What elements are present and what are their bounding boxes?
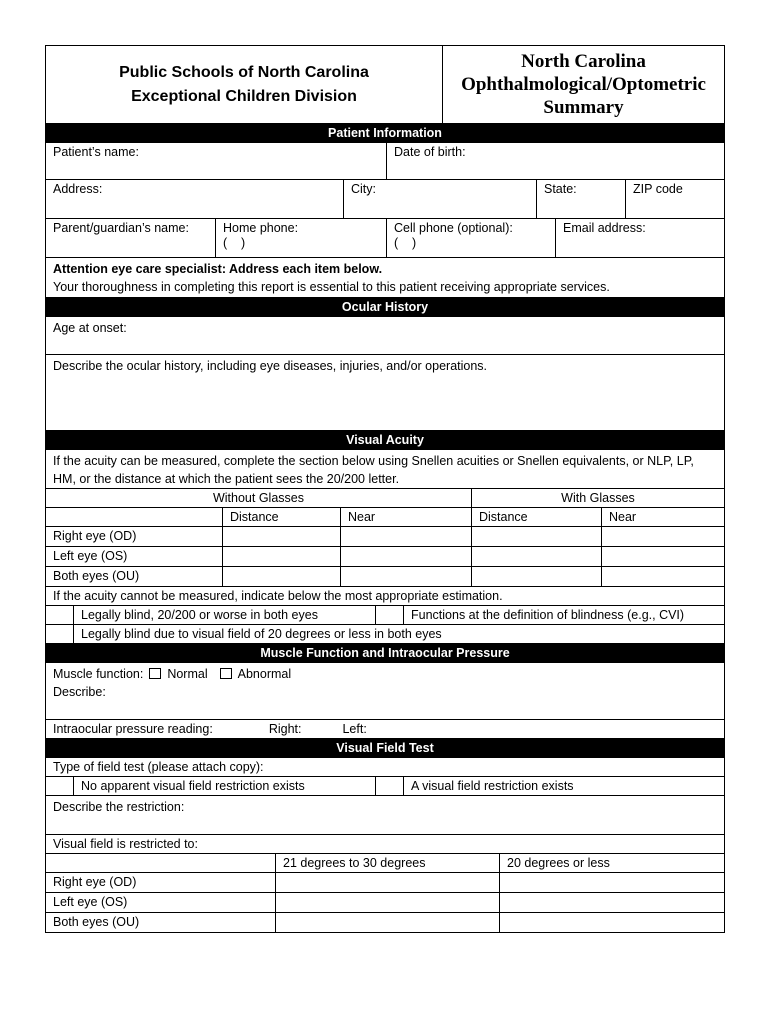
legally-blind-options-row [46,605,724,624]
acuity-right-without-distance-cell[interactable] [222,527,340,546]
intraocular-pressure-row[interactable] [46,719,724,738]
age-at-onset-field[interactable]: Age at onset: [46,316,724,354]
acuity-both-eyes-label: Both eyes (OU) [53,569,140,583]
field-degrees-header-row [46,853,724,872]
legally-blind-2020-checkbox[interactable] [46,606,73,624]
acuity-row-right-eye [46,526,724,546]
section-bar-visual-field-test: Visual Field Test [46,738,724,757]
acuity-right-with-distance-cell[interactable] [471,527,601,546]
field-both-20-less-cell[interactable] [499,913,724,932]
intraocular-pressure-label: Intraocular pressure reading: [53,722,213,736]
functions-blindness-checkbox[interactable] [375,606,403,624]
section-bar-ocular-history: Ocular History [46,297,724,316]
attention-note [46,257,724,297]
acuity-distance-near-header-row [46,507,724,526]
field-header-blank [46,854,275,872]
division-line-2: Exceptional Children Division [131,87,357,105]
iop-left-label: Left: [342,722,367,736]
zip-code-field[interactable]: ZIP code [625,180,724,218]
with-glasses-near-header: Near [601,508,724,526]
home-phone-label: Home phone: [223,221,299,235]
form-title-line-2: Ophthalmological/Optometric [461,74,706,95]
acuity-left-with-distance-cell[interactable] [471,547,601,566]
no-restriction-label: No apparent visual field restriction exists [73,777,375,795]
section-bar-visual-acuity: Visual Acuity [46,430,724,449]
acuity-left-without-distance-cell[interactable] [222,547,340,566]
field-restriction-options-row [46,776,724,795]
muscle-function-label: Muscle function: [53,667,144,681]
field-right-20-less-cell[interactable] [499,873,724,892]
acuity-left-with-near-cell[interactable] [601,547,724,566]
normal-checkbox[interactable] [149,668,161,679]
acuity-right-with-near-cell[interactable] [601,527,724,546]
field-right-eye-label: Right eye (OD) [53,875,137,889]
acuity-row-both-eyes [46,566,724,586]
deg-21-30-header: 21 degrees to 30 degrees [275,854,499,872]
field-right-21-30-cell[interactable] [275,873,499,892]
field-row-right-eye [46,872,724,892]
legally-blind-field-row [46,624,724,643]
state-field[interactable]: State: [536,180,625,218]
legally-blind-field-checkbox[interactable] [46,625,73,643]
iop-right-label: Right: [268,722,302,736]
restriction-exists-label: A visual field restriction exists [403,777,724,795]
acuity-cannot-measure-note: If the acuity cannot be measured, indicate below the most appropriate estimation. [46,586,724,605]
division-heading [46,46,442,123]
field-both-21-30-cell[interactable] [275,913,499,932]
abnormal-label: Abnormal [237,667,292,681]
acuity-both-with-distance-cell[interactable] [471,567,601,586]
field-test-type-field[interactable]: Type of field test (please attach copy): [46,757,724,776]
restriction-description-field[interactable]: Describe the restriction: [46,795,724,834]
form-title-line-1: North Carolina [521,51,646,72]
email-address-field[interactable]: Email address: [555,219,724,257]
functions-blindness-label: Functions at the definition of blindness (e.g., CVI) [403,606,724,624]
ocular-history-description-field[interactable]: Describe the ocular history, including eye diseases, injuries, and/or operations. [46,354,724,430]
cell-phone-area-code: ( ) [394,236,417,250]
contact-row [46,218,724,257]
with-glasses-header: With Glasses [471,489,724,507]
abnormal-checkbox[interactable] [220,668,232,679]
home-phone-area-code: ( ) [223,236,246,250]
acuity-both-with-near-cell[interactable] [601,567,724,586]
muscle-describe-label[interactable]: Describe: [53,685,106,699]
without-glasses-distance-header: Distance [222,508,340,526]
acuity-glasses-header-row [46,488,724,507]
without-glasses-header: Without Glasses [212,491,304,505]
with-glasses-distance-header: Distance [471,508,601,526]
acuity-right-eye-label: Right eye (OD) [53,529,137,543]
field-left-21-30-cell[interactable] [275,893,499,912]
cell-phone-field[interactable] [386,219,555,257]
address-row [46,179,724,218]
no-restriction-checkbox[interactable] [46,777,73,795]
acuity-header-blank [46,508,222,526]
acuity-left-eye-label: Left eye (OS) [53,549,128,563]
guardian-name-field[interactable]: Parent/guardian’s name: [53,221,189,235]
field-both-eyes-label: Both eyes (OU) [53,915,140,929]
field-left-eye-label: Left eye (OS) [53,895,128,909]
normal-label: Normal [167,667,208,681]
restriction-exists-checkbox[interactable] [375,777,403,795]
home-phone-field[interactable] [215,219,386,257]
deg-20-less-header: 20 degrees or less [499,854,724,872]
section-bar-muscle-function: Muscle Function and Intraocular Pressure [46,643,724,662]
muscle-function-field [46,662,724,719]
address-field[interactable]: Address: [53,182,103,196]
division-line-1: Public Schools of North Carolina [119,63,369,81]
acuity-both-without-near-cell[interactable] [340,567,471,586]
legally-blind-2020-label: Legally blind, 20/200 or worse in both eyes [73,606,375,624]
form-header [46,46,724,123]
legally-blind-field-label: Legally blind due to visual field of 20 degrees or less in both eyes [73,625,724,643]
patient-name-field[interactable]: Patient’s name: [53,145,139,159]
acuity-row-left-eye [46,546,724,566]
section-bar-patient-information: Patient Information [46,123,724,142]
restricted-to-label: Visual field is restricted to: [46,834,724,853]
acuity-right-without-near-cell[interactable] [340,527,471,546]
city-field[interactable]: City: [343,180,536,218]
acuity-both-without-distance-cell[interactable] [222,567,340,586]
acuity-instructions: If the acuity can be measured, complete the section below using Snellen acuities or Snellen equivalents, or NLP, LP, HM, or the distance at which the patient sees the 20/200 letter. [46,449,724,488]
form-title-line-3: Summary [543,97,624,118]
cell-phone-label: Cell phone (optional): [394,221,513,235]
field-row-both-eyes [46,912,724,932]
muscle-function-line [53,665,717,683]
patient-name-row [46,142,724,179]
thoroughness-note: Your thoroughness in completing this report is essential to this patient receiving appropriate services. [53,280,610,294]
without-glasses-near-header: Near [340,508,471,526]
field-row-left-eye [46,892,724,912]
form-title [442,46,724,123]
ophthalmological-summary-form [45,45,725,933]
acuity-left-without-near-cell[interactable] [340,547,471,566]
field-left-20-less-cell[interactable] [499,893,724,912]
date-of-birth-field[interactable]: Date of birth: [386,143,724,179]
attention-heading: Attention eye care specialist: Address each item below. [53,262,383,276]
